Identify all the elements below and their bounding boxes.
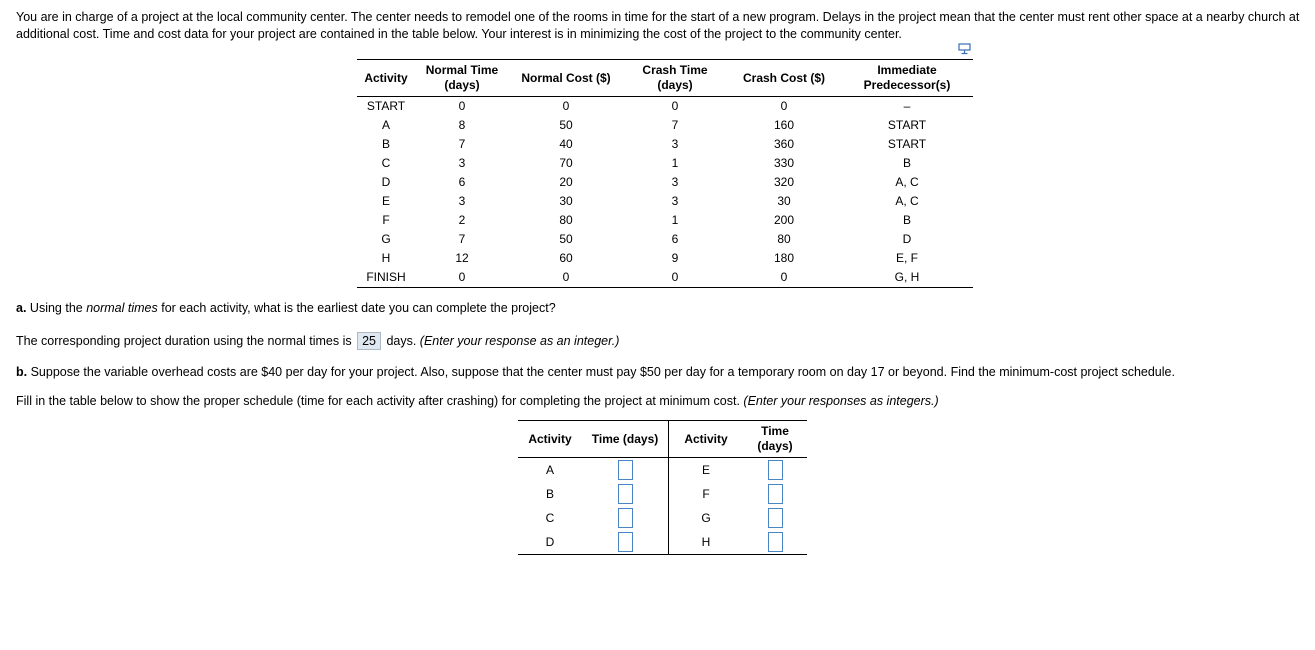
cell-crash-time: 3 <box>671 175 679 189</box>
part-b-label: b. <box>16 365 28 379</box>
cell-predecessors: D <box>902 232 912 246</box>
cell-crash-cost: 0 <box>780 99 788 113</box>
cell-crash-time: 1 <box>671 213 679 227</box>
cell-crash-time: 0 <box>623 268 727 288</box>
cell-normal-cost: 40 <box>559 137 573 151</box>
cell-normal-time: 2 <box>458 213 466 227</box>
table-row <box>357 116 973 135</box>
cell-crash-cost: 30 <box>777 194 791 208</box>
cell-normal-time: 3 <box>458 194 466 208</box>
cell-crash-time: 9 <box>671 251 679 265</box>
schedule-activity-label: H <box>669 530 744 555</box>
cell-crash-cost: 160 <box>773 118 795 132</box>
problem-intro: You are in charge of a project at the local community center. The center needs to remodel one of the rooms in time for the start of a new program. Delays in the project mean that the center must rent other space at a nearby church at additional cost. Time and cost data for your project are contained in the table below. Your interest is in minimizing the cost of the project to the community center. <box>16 10 1300 41</box>
table-row <box>357 192 973 211</box>
cell-normal-time: 7 <box>458 232 466 246</box>
schedule-row <box>518 530 807 555</box>
cell-predecessors: A, C <box>895 175 919 189</box>
sched-header-activity-2: Activity <box>669 421 744 458</box>
table-row <box>357 173 973 192</box>
cell-crash-cost: 180 <box>773 251 795 265</box>
time-input-d[interactable] <box>618 532 633 552</box>
cell-activity: FINISH <box>357 268 415 288</box>
cell-normal-cost: 0 <box>562 99 570 113</box>
time-input-e-cell <box>743 458 807 483</box>
part-a-answer-line: The corresponding project duration using the normal times is 25 days. (Enter your response as an integer.) <box>16 334 620 348</box>
table-row <box>357 97 973 117</box>
header-normal-time: Normal Time (days) <box>415 60 509 97</box>
header-crash-cost: Crash Cost ($) <box>727 60 841 97</box>
table-row <box>357 268 973 288</box>
cell-activity: H <box>381 251 391 265</box>
cell-predecessors: START <box>887 118 927 132</box>
schedule-activity-label: D <box>518 530 582 555</box>
schedule-activity-label: A <box>545 463 554 477</box>
cell-normal-time: 3 <box>458 156 466 170</box>
schedule-activity-label: C <box>545 511 555 525</box>
header-normal-cost: Normal Cost ($) <box>509 60 623 97</box>
cell-normal-cost: 70 <box>559 156 573 170</box>
cell-crash-time: 6 <box>671 232 679 246</box>
cell-activity: C <box>381 156 391 170</box>
header-crash-time: Crash Time (days) <box>623 60 727 97</box>
cell-crash-cost: 320 <box>773 175 795 189</box>
cell-normal-cost: 80 <box>559 213 573 227</box>
cell-normal-time: 6 <box>458 175 466 189</box>
cell-predecessors: G, H <box>841 268 973 288</box>
cell-activity: D <box>381 175 391 189</box>
schedule-activity-label: F <box>702 487 710 501</box>
time-input-e[interactable] <box>768 460 783 480</box>
time-input-c[interactable] <box>618 508 633 528</box>
cell-predecessors: E, F <box>895 251 918 265</box>
cell-normal-time: 0 <box>458 99 466 113</box>
cell-normal-cost: 50 <box>559 232 573 246</box>
time-input-b-cell <box>582 482 669 506</box>
cell-normal-time: 12 <box>455 251 469 265</box>
time-input-b[interactable] <box>618 484 633 504</box>
part-b-instructions: Fill in the table below to show the proper schedule (time for each activity after crashing) for completing the project at minimum cost. (Enter your responses as integers.) <box>16 394 939 408</box>
cell-crash-cost: 80 <box>777 232 791 246</box>
cell-predecessors: B <box>902 213 911 227</box>
time-input-d-cell <box>582 530 669 555</box>
time-input-a[interactable] <box>618 460 633 480</box>
cell-crash-cost: 330 <box>773 156 795 170</box>
cell-crash-cost: 360 <box>773 137 795 151</box>
time-input-f-cell <box>743 482 807 506</box>
time-input-a-cell <box>582 458 669 483</box>
schedule-row <box>518 458 807 483</box>
cell-predecessors: B <box>902 156 911 170</box>
cell-crash-time: 0 <box>671 99 679 113</box>
cell-crash-cost: 0 <box>727 268 841 288</box>
cell-activity: START <box>366 99 406 113</box>
cell-activity: B <box>381 137 390 151</box>
cell-crash-time: 3 <box>671 194 679 208</box>
cell-activity: F <box>382 213 390 227</box>
cell-predecessors: – <box>903 99 911 113</box>
time-input-g[interactable] <box>768 508 783 528</box>
cell-normal-time: 8 <box>458 118 466 132</box>
cell-crash-time: 3 <box>671 137 679 151</box>
sched-header-time-2: Time (days) <box>743 421 807 458</box>
part-a-label: a. <box>16 301 27 315</box>
cell-normal-cost: 50 <box>559 118 573 132</box>
time-input-f[interactable] <box>768 484 783 504</box>
copy-icon[interactable] <box>958 43 972 55</box>
sched-header-activity: Activity <box>518 421 582 458</box>
time-input-h-cell <box>743 530 807 555</box>
cell-predecessors: A, C <box>895 194 919 208</box>
schedule-row <box>518 506 807 530</box>
header-activity: Activity <box>357 60 415 97</box>
time-input-g-cell <box>743 506 807 530</box>
cell-activity: E <box>381 194 390 208</box>
schedule-activity-label: B <box>545 487 554 501</box>
cell-activity: A <box>381 118 390 132</box>
table-row <box>357 154 973 173</box>
time-input-c-cell <box>582 506 669 530</box>
schedule-row <box>518 482 807 506</box>
cell-normal-cost: 20 <box>559 175 573 189</box>
schedule-activity-label: G <box>701 511 711 525</box>
table-row <box>357 230 973 249</box>
cell-predecessors: START <box>887 137 927 151</box>
cell-normal-cost: 30 <box>559 194 573 208</box>
part-a-question: a. Using the normal times for each activity, what is the earliest date you can complete the project? <box>16 301 556 315</box>
cell-crash-cost: 200 <box>773 213 795 227</box>
cell-normal-cost: 60 <box>559 251 573 265</box>
part-b-question: b. Suppose the variable overhead costs are $40 per day for your project. Also, suppose that the center must pay $50 per day for a temporary room on day 17 or beyond. Find the minimum-cost project schedule. <box>16 365 1175 379</box>
table-row <box>357 249 973 268</box>
table-row <box>357 135 973 154</box>
cell-normal-time: 7 <box>458 137 466 151</box>
sched-header-time: Time (days) <box>582 421 669 458</box>
cell-activity: G <box>381 232 391 246</box>
cell-crash-time: 7 <box>671 118 679 132</box>
header-predecessors: Immediate Predecessor(s) <box>841 60 973 97</box>
schedule-activity-label: E <box>701 463 710 477</box>
table-row <box>357 211 973 230</box>
cell-normal-cost: 0 <box>509 268 623 288</box>
duration-answer-field[interactable]: 25 <box>357 332 381 350</box>
cell-crash-time: 1 <box>671 156 679 170</box>
cell-normal-time: 0 <box>415 268 509 288</box>
time-input-h[interactable] <box>768 532 783 552</box>
schedule-table <box>518 420 807 555</box>
activity-data-table <box>357 59 973 288</box>
